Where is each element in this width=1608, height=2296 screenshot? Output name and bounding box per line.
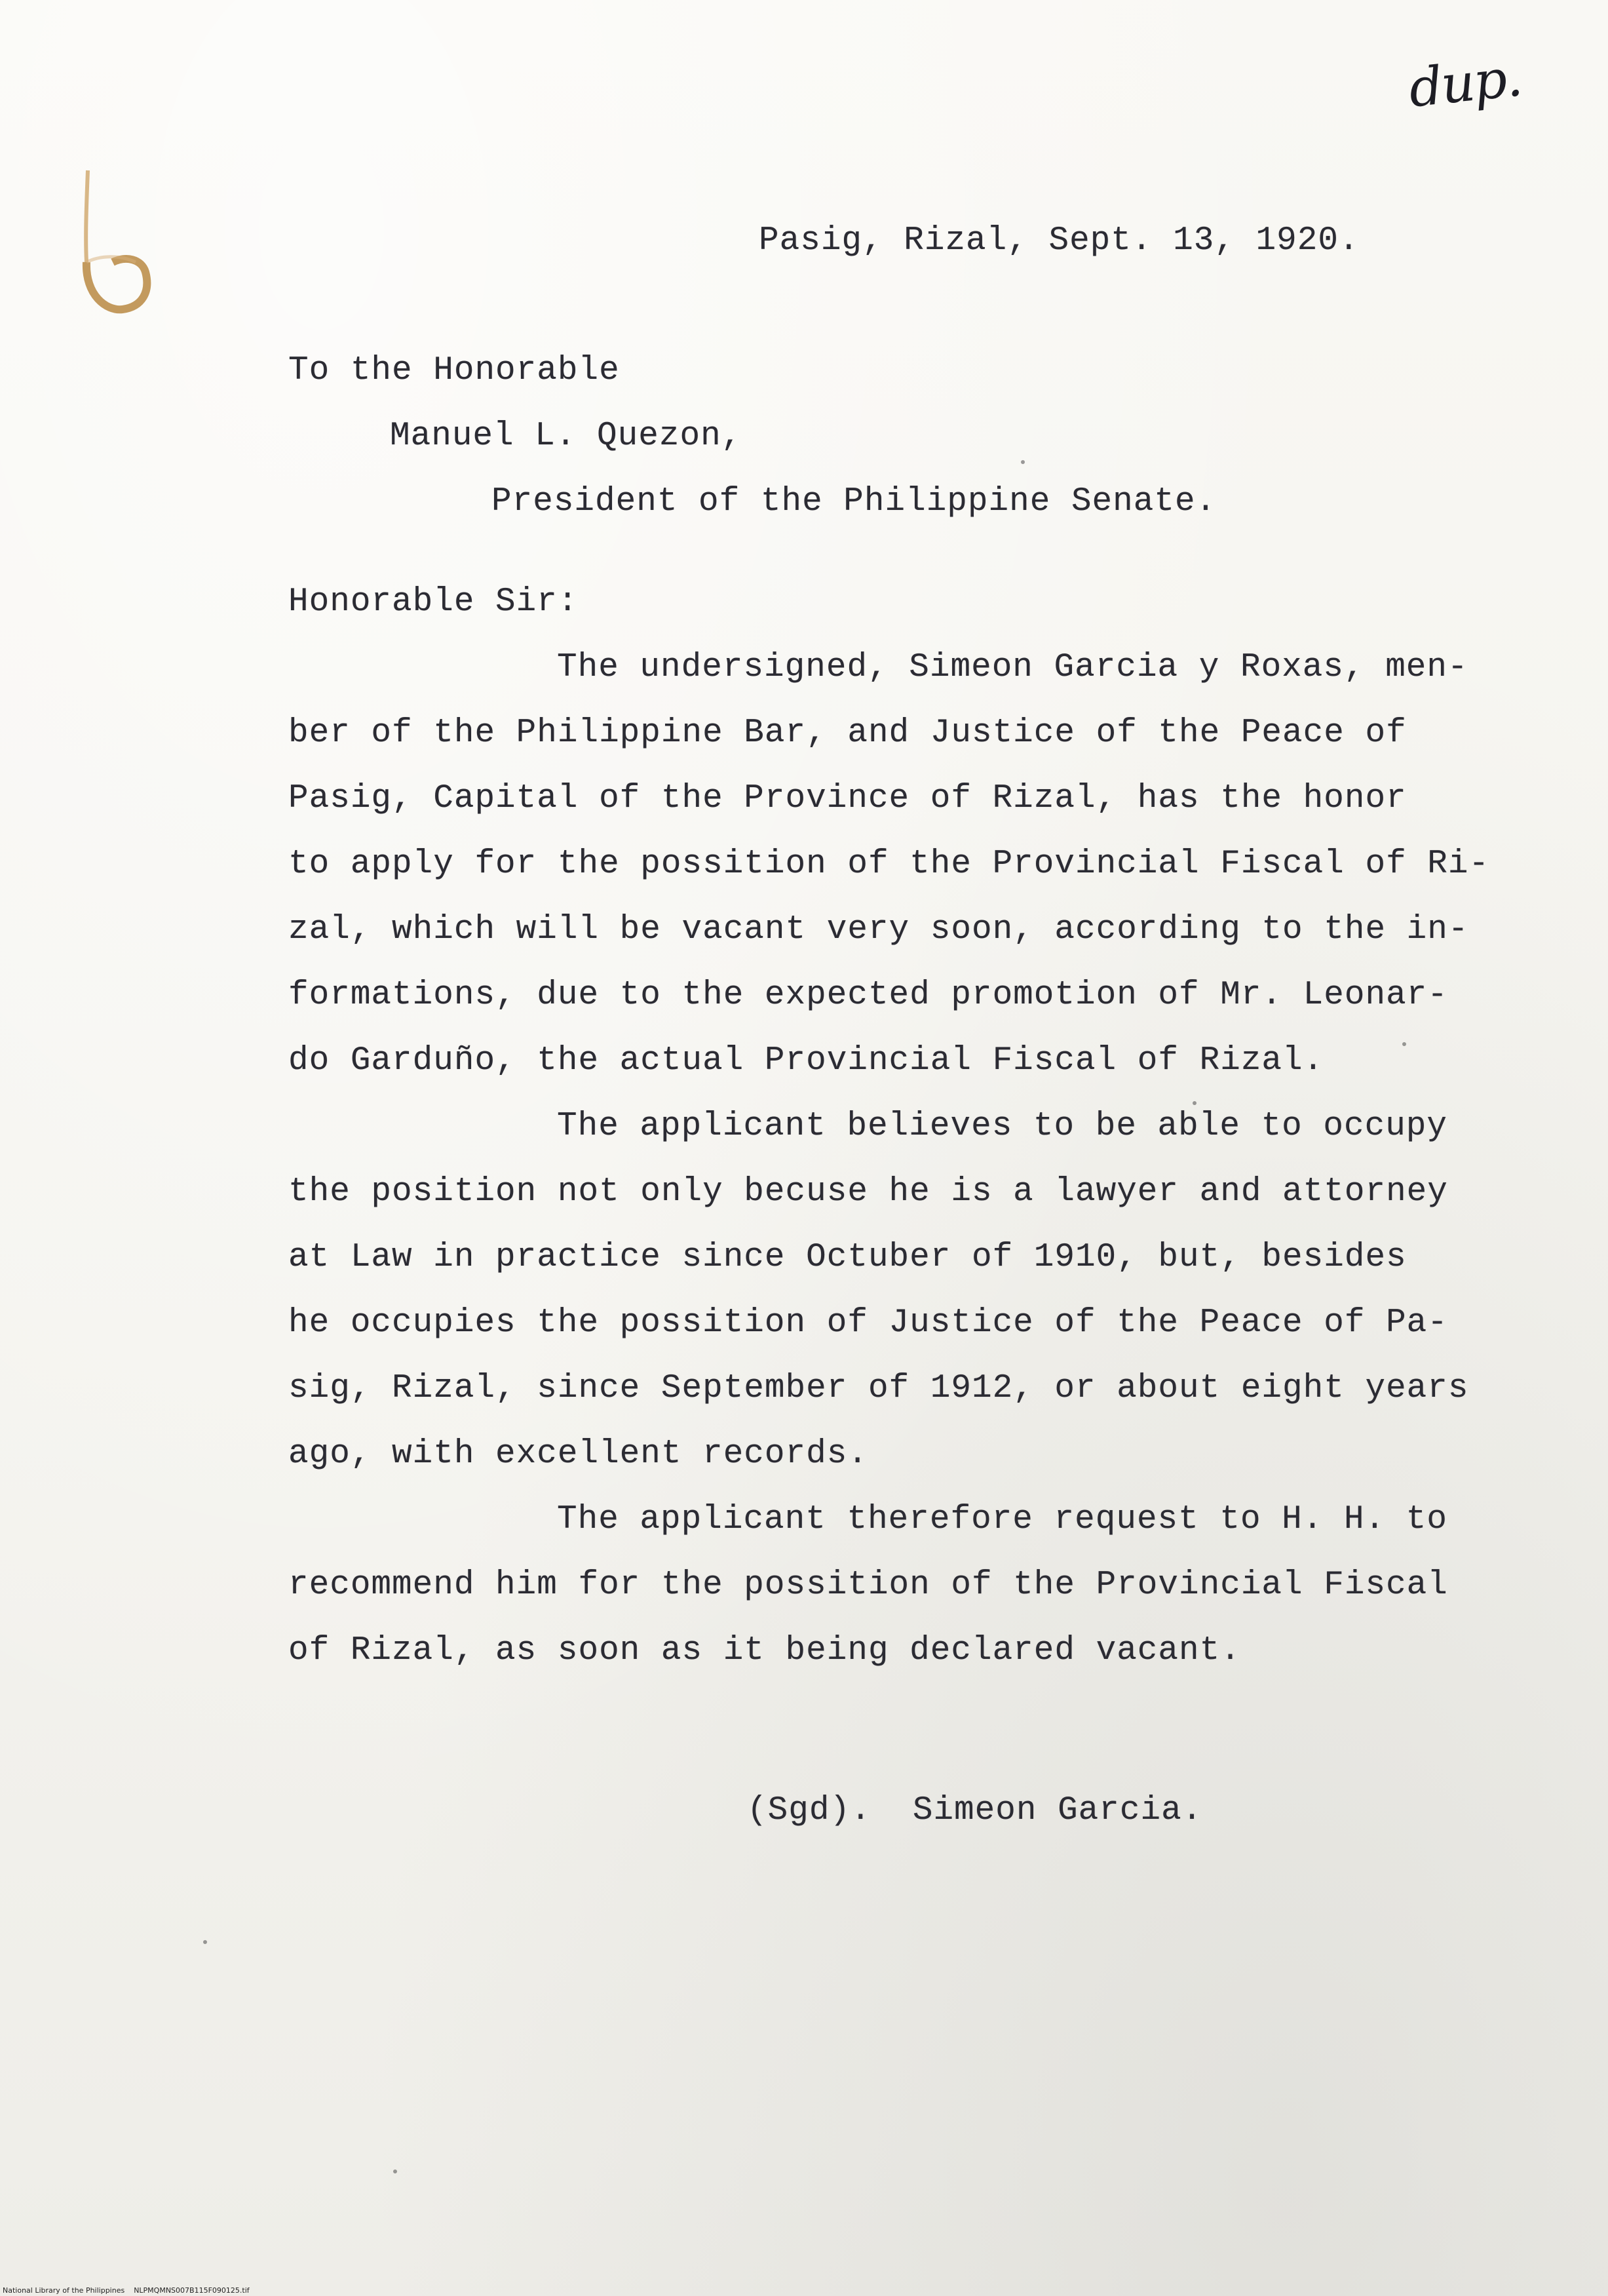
rust-stain-mark: [73, 164, 159, 321]
address-line-1: To the Honorable: [288, 352, 620, 389]
date-line: Pasig, Rizal, Sept. 13, 1920.: [759, 222, 1360, 260]
body-line: do Garduño, the actual Provincial Fiscal of Rizal.: [288, 1042, 1324, 1080]
salutation: Honorable Sir:: [288, 583, 579, 621]
body-line: zal, which will be vacant very soon, according to the in-: [288, 911, 1469, 948]
body-line: The applicant believes to be able to occupy: [557, 1108, 1448, 1145]
body-line: to apply for the possition of the Provincial Fiscal of Ri-: [288, 846, 1490, 883]
paper-speck: [1402, 1042, 1406, 1046]
body-line: formations, due to the expected promotion of Mr. Leonar-: [288, 977, 1448, 1014]
body-line: he occupies the possition of Justice of the Peace of Pa-: [288, 1304, 1448, 1342]
address-line-2: Manuel L. Quezon,: [390, 418, 742, 455]
body-line: sig, Rizal, since September of 1912, or about eight years: [288, 1370, 1469, 1407]
archive-footer: National Library of the Philippines NLPMQMNS007B115F090125.tif: [3, 2286, 250, 2295]
body-line: ber of the Philippine Bar, and Justice of the Peace of: [288, 714, 1407, 752]
paper-speck: [1021, 460, 1025, 464]
signature-line: (Sgd). Simeon Garcia.: [747, 1792, 1203, 1829]
handwritten-note: dup.: [1406, 47, 1524, 119]
body-line: Pasig, Capital of the Province of Rizal, has the honor: [288, 780, 1407, 817]
body-line: at Law in practice since Octuber of 1910, but, besides: [288, 1239, 1407, 1276]
body-line: the position not only becuse he is a lawyer and attorney: [288, 1173, 1448, 1211]
paper-speck: [1193, 1101, 1196, 1105]
body-line: recommend him for the possition of the Provincial Fiscal: [288, 1566, 1448, 1604]
body-line: of Rizal, as soon as it being declared vacant.: [288, 1632, 1241, 1669]
body-line: ago, with excellent records.: [288, 1435, 868, 1473]
address-line-3: President of the Philippine Senate.: [491, 483, 1217, 520]
body-line: The applicant therefore request to H. H. to: [557, 1501, 1448, 1538]
paper-speck: [203, 1940, 207, 1944]
body-line: The undersigned, Simeon Garcia y Roxas, men-: [557, 649, 1468, 686]
paper-speck: [393, 2170, 397, 2173]
